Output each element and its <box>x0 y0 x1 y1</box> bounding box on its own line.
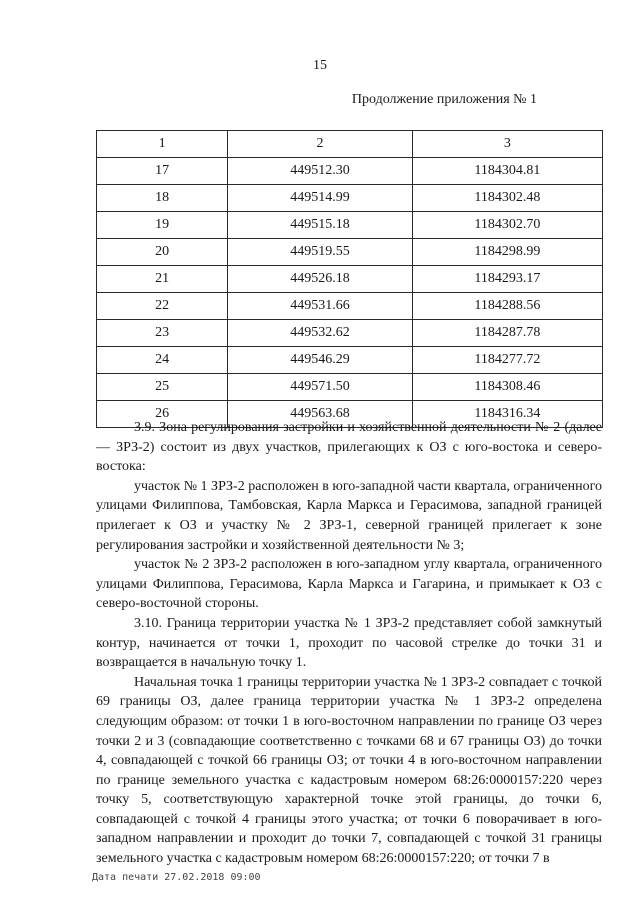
table-cell: 21 <box>97 266 228 293</box>
paragraph: Начальная точка 1 границы территории участка № 1 ЗРЗ-2 совпадает с точкой 69 границы ОЗ, далее граница территории участка № 1 ЗРЗ-2 определена следующим образом: от точки 1 в юго-восточном направлении по границе ОЗ через точки 2 и 3 (совпадающие соответственно с точками 68 и 67 границы ОЗ) до точки 4, совпадающей с точкой 66 границы ОЗ; от точки 4 в юго-восточном направлении по границе земельного участка с кадастровым номером 68:26:0000157:220 через точку 5, соответствующую характерной точке этой границы, до точки 6, совпадающей с точкой 4 границы этого участка; от точки 6 поворачивает в юго-западном направлении и проходит до точки 7, совпадающей с точкой 31 границы земельного участка с кадастровым номером 68:26:0000157:220; от точки 7 в <box>96 674 602 867</box>
paragraph: 3.9. Зона регулирования застройки и хозяйственной деятельности № 2 (далее — ЗРЗ-2) состоит из двух участков, прилегающих к ОЗ с юго-востока и северо-востока: <box>96 420 602 475</box>
table-cell: 449546.29 <box>228 347 412 374</box>
table-cell: 1184287.78 <box>412 320 602 347</box>
column-header: 1 <box>97 131 228 158</box>
table-cell: 449563.68 <box>228 401 412 428</box>
table-cell: 449526.18 <box>228 266 412 293</box>
table-cell: 26 <box>97 401 228 428</box>
table-cell: 24 <box>97 347 228 374</box>
document-body <box>96 418 602 869</box>
table-cell: 1184298.99 <box>412 239 602 266</box>
page-number: 15 <box>313 58 327 73</box>
table-cell: 1184277.72 <box>412 347 602 374</box>
table-cell: 25 <box>97 374 228 401</box>
table-cell: 1184316.34 <box>412 401 602 428</box>
table-cell: 1184293.17 <box>412 266 602 293</box>
column-header: 3 <box>412 131 602 158</box>
table-row <box>97 185 603 212</box>
table-row <box>97 266 603 293</box>
table-cell: 1184288.56 <box>412 293 602 320</box>
table-cell: 449519.55 <box>228 239 412 266</box>
paragraph: 3.10. Граница территории участка № 1 ЗРЗ-2 представляет собой замкнутый контур, начинается от точки 1, проходит по часовой стрелке до точки 31 и возвращается в начальную точку 1. <box>96 615 602 671</box>
paragraph: участок № 2 ЗРЗ-2 расположен в юго-западном углу квартала, ограниченного улицами Филиппова, Герасимова, Карла Маркса и Гагарина, и примыкает к ОЗ с северо-восточной стороны. <box>96 557 602 612</box>
table-row <box>97 158 603 185</box>
table-row <box>97 239 603 266</box>
table-cell: 1184302.70 <box>412 212 602 239</box>
table-row <box>97 374 603 401</box>
table-row <box>97 293 603 320</box>
appendix-continuation-note: Продолжение приложения № 1 <box>351 92 537 107</box>
table-cell: 449515.18 <box>228 212 412 239</box>
coordinates-table <box>96 130 603 428</box>
table-cell: 449531.66 <box>228 293 412 320</box>
table-cell: 18 <box>97 185 228 212</box>
table-cell: 449532.62 <box>228 320 412 347</box>
table-cell: 449512.30 <box>228 158 412 185</box>
table-row <box>97 320 603 347</box>
table-cell: 1184304.81 <box>412 158 602 185</box>
table-cell: 449571.50 <box>228 374 412 401</box>
table-row <box>97 347 603 374</box>
print-date: Дата печати 27.02.2018 09:00 <box>92 872 261 883</box>
table-row <box>97 212 603 239</box>
paragraph: участок № 1 ЗРЗ-2 расположен в юго-западной части квартала, ограниченного улицами Филиппова, Тамбовская, Карла Маркса и Герасимова, западной границей прилегает к ОЗ и участку № 2 ЗРЗ-1, северной границей прилегает к зоне регулирования застройки и хозяйственной деятельности № 3; <box>96 478 603 553</box>
table-cell: 20 <box>97 239 228 266</box>
table-cell: 449514.99 <box>228 185 412 212</box>
table-cell: 17 <box>97 158 228 185</box>
column-header: 2 <box>228 131 412 158</box>
table-cell: 22 <box>97 293 228 320</box>
table-header-row <box>97 131 603 158</box>
table-cell: 19 <box>97 212 228 239</box>
table-cell: 23 <box>97 320 228 347</box>
table-cell: 1184308.46 <box>412 374 602 401</box>
table-cell: 1184302.48 <box>412 185 602 212</box>
